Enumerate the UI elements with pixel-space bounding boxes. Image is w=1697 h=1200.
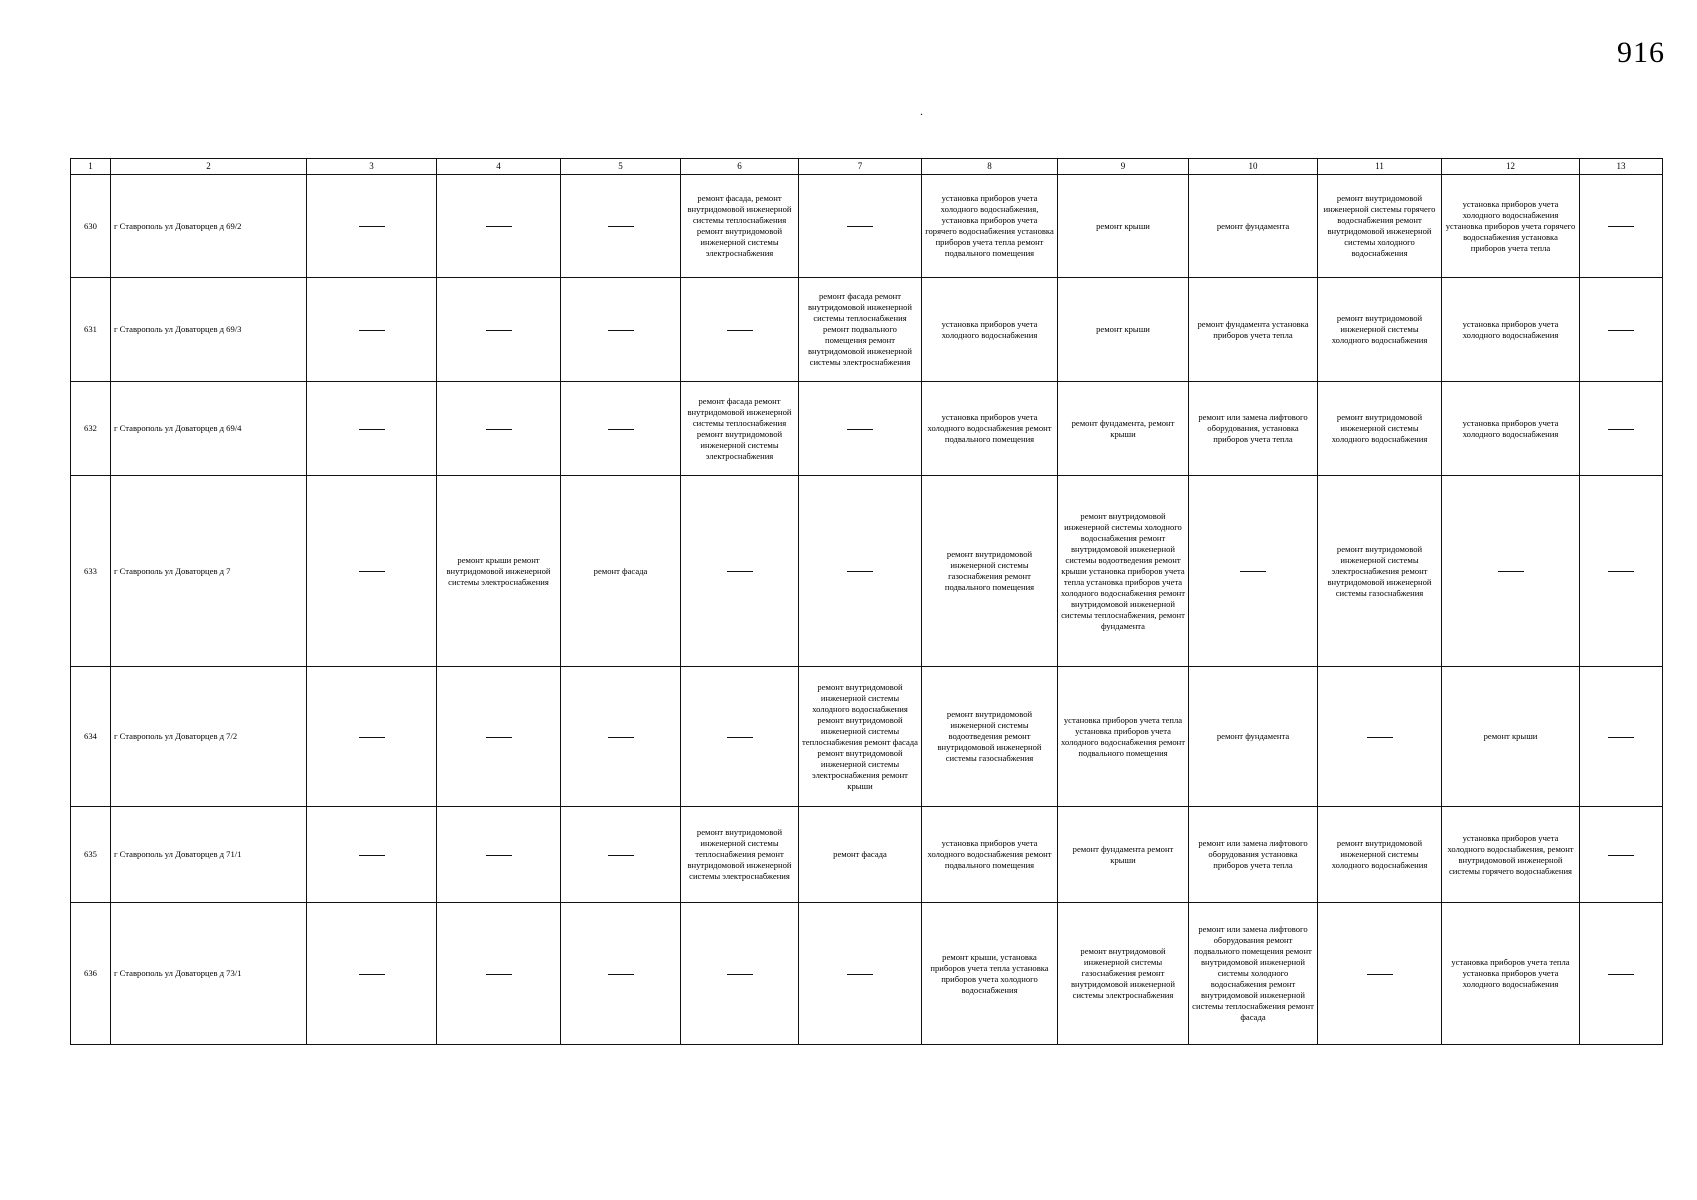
work-cell-c5	[561, 175, 681, 278]
work-cell-c5	[561, 903, 681, 1045]
work-cell-c13	[1580, 278, 1663, 382]
work-cell-c9: ремонт крыши	[1058, 278, 1189, 382]
work-cell-c5	[561, 382, 681, 476]
row-number: 633	[71, 476, 111, 667]
row-number: 634	[71, 667, 111, 807]
work-cell-c11: ремонт внутридомовой инженерной системы горячего водоснабжения ремонт внутридомовой инженерной системы холодного водоснабжения	[1318, 175, 1442, 278]
work-cell-c6	[681, 903, 799, 1045]
table-row	[71, 476, 1663, 667]
work-cell-c11	[1318, 667, 1442, 807]
work-cell-c13	[1580, 382, 1663, 476]
work-cell-c5: ремонт фасада	[561, 476, 681, 667]
empty-dash	[359, 737, 385, 738]
work-cell-c12: ремонт крыши	[1442, 667, 1580, 807]
address-cell: г Ставрополь ул Доваторцев д 69/4	[111, 382, 307, 476]
empty-dash	[1367, 737, 1393, 738]
column-header: 8	[922, 159, 1058, 175]
empty-dash	[359, 974, 385, 975]
work-cell-c8: ремонт внутридомовой инженерной системы газоснабжения ремонт подвального помещения	[922, 476, 1058, 667]
work-cell-c11: ремонт внутридомовой инженерной системы электроснабжения ремонт внутридомовой инженерной системы газоснабжения	[1318, 476, 1442, 667]
work-cell-c10	[1189, 476, 1318, 667]
work-cell-c7	[799, 903, 922, 1045]
work-cell-c3	[307, 278, 437, 382]
work-cell-c4: ремонт крыши ремонт внутридомовой инженерной системы электроснабжения	[437, 476, 561, 667]
empty-dash	[608, 429, 634, 430]
table-row	[71, 278, 1663, 382]
table-row	[71, 903, 1663, 1045]
empty-dash	[486, 974, 512, 975]
column-header: 3	[307, 159, 437, 175]
work-cell-c4	[437, 667, 561, 807]
work-cell-c7	[799, 476, 922, 667]
empty-dash	[486, 429, 512, 430]
work-cell-c9: ремонт внутридомовой инженерной системы газоснабжения ремонт внутридомовой инженерной системы электроснабжения	[1058, 903, 1189, 1045]
empty-dash	[847, 226, 873, 227]
table-row	[71, 175, 1663, 278]
work-cell-c9: ремонт крыши	[1058, 175, 1189, 278]
work-cell-c12	[1442, 476, 1580, 667]
column-header: 13	[1580, 159, 1663, 175]
column-header: 7	[799, 159, 922, 175]
column-header: 11	[1318, 159, 1442, 175]
row-number: 630	[71, 175, 111, 278]
column-header: 10	[1189, 159, 1318, 175]
work-cell-c3	[307, 903, 437, 1045]
work-cell-c6: ремонт фасада, ремонт внутридомовой инженерной системы теплоснабжения ремонт внутридомовой инженерной системы электроснабжения	[681, 175, 799, 278]
work-cell-c3	[307, 382, 437, 476]
column-header: 5	[561, 159, 681, 175]
empty-dash	[1608, 226, 1634, 227]
column-header: 4	[437, 159, 561, 175]
work-cell-c3	[307, 175, 437, 278]
work-cell-c9: ремонт внутридомовой инженерной системы холодного водоснабжения ремонт внутридомовой инженерной системы водоотведения ремонт крыши установка приборов учета тепла установка приборов учета холодного водоснабжения ремонт внутридомовой инженерной системы теплоснабжения, ремонт фундамента	[1058, 476, 1189, 667]
work-cell-c10: ремонт фундамента установка приборов учета тепла	[1189, 278, 1318, 382]
work-cell-c6: ремонт фасада ремонт внутридомовой инженерной системы теплоснабжения ремонт внутридомовой инженерной системы электроснабжения	[681, 382, 799, 476]
work-cell-c7: ремонт внутридомовой инженерной системы холодного водоснабжения ремонт внутридомовой инженерной системы теплоснабжения ремонт фасада ремонт внутридомовой инженерной системы электроснабжения ремонт крыши	[799, 667, 922, 807]
work-cell-c4	[437, 278, 561, 382]
work-cell-c3	[307, 667, 437, 807]
work-cell-c13	[1580, 807, 1663, 903]
empty-dash	[727, 571, 753, 572]
table-row	[71, 382, 1663, 476]
table-row	[71, 667, 1663, 807]
empty-dash	[608, 330, 634, 331]
work-cell-c8: ремонт внутридомовой инженерной системы водоотведения ремонт внутридомовой инженерной системы газоснабжения	[922, 667, 1058, 807]
work-cell-c8: установка приборов учета холодного водоснабжения ремонт подвального помещения	[922, 807, 1058, 903]
empty-dash	[486, 737, 512, 738]
work-cell-c13	[1580, 175, 1663, 278]
column-header: 2	[111, 159, 307, 175]
work-cell-c6	[681, 476, 799, 667]
work-cell-c11: ремонт внутридомовой инженерной системы холодного водоснабжения	[1318, 807, 1442, 903]
empty-dash	[359, 571, 385, 572]
row-number: 635	[71, 807, 111, 903]
work-cell-c8: ремонт крыши, установка приборов учета тепла установка приборов учета холодного водоснабжения	[922, 903, 1058, 1045]
work-cell-c10: ремонт или замена лифтового оборудования установка приборов учета тепла	[1189, 807, 1318, 903]
address-cell: г Ставрополь ул Доваторцев д 7/2	[111, 667, 307, 807]
empty-dash	[727, 974, 753, 975]
work-cell-c5	[561, 807, 681, 903]
work-cell-c13	[1580, 476, 1663, 667]
work-cell-c8: установка приборов учета холодного водоснабжения	[922, 278, 1058, 382]
row-number: 631	[71, 278, 111, 382]
work-cell-c9: ремонт фундамента, ремонт крыши	[1058, 382, 1189, 476]
empty-dash	[1608, 737, 1634, 738]
empty-dash	[847, 974, 873, 975]
empty-dash	[727, 737, 753, 738]
address-cell: г Ставрополь ул Доваторцев д 73/1	[111, 903, 307, 1045]
work-cell-c10: ремонт или замена лифтового оборудования ремонт подвального помещения ремонт внутридомовой инженерной системы холодного водоснабжения ремонт внутридомовой инженерной системы теплоснабжения ремонт фасада	[1189, 903, 1318, 1045]
address-cell: г Ставрополь ул Доваторцев д 69/3	[111, 278, 307, 382]
empty-dash	[608, 974, 634, 975]
work-cell-c12: установка приборов учета холодного водоснабжения	[1442, 278, 1580, 382]
work-cell-c11	[1318, 903, 1442, 1045]
work-cell-c5	[561, 667, 681, 807]
stray-mark: .	[920, 104, 923, 118]
work-cell-c10: ремонт или замена лифтового оборудования, установка приборов учета тепла	[1189, 382, 1318, 476]
column-header: 12	[1442, 159, 1580, 175]
work-cell-c6: ремонт внутридомовой инженерной системы теплоснабжения ремонт внутридомовой инженерной системы электроснабжения	[681, 807, 799, 903]
work-cell-c12: установка приборов учета холодного водоснабжения, ремонт внутридомовой инженерной системы горячего водоснабжения	[1442, 807, 1580, 903]
work-cell-c3	[307, 476, 437, 667]
empty-dash	[608, 737, 634, 738]
empty-dash	[1498, 571, 1524, 572]
work-cell-c12: установка приборов учета тепла установка приборов учета холодного водоснабжения	[1442, 903, 1580, 1045]
empty-dash	[608, 226, 634, 227]
work-cell-c8: установка приборов учета холодного водоснабжения, установка приборов учета горячего водоснабжения установка приборов учета тепла ремонт подвального помещения	[922, 175, 1058, 278]
empty-dash	[359, 429, 385, 430]
page-number: 916	[1617, 36, 1665, 69]
repair-schedule-table	[70, 158, 1663, 1045]
empty-dash	[608, 855, 634, 856]
empty-dash	[1608, 429, 1634, 430]
work-cell-c10: ремонт фундамента	[1189, 667, 1318, 807]
empty-dash	[1608, 330, 1634, 331]
work-cell-c10: ремонт фундамента	[1189, 175, 1318, 278]
empty-dash	[1608, 855, 1634, 856]
work-cell-c12: установка приборов учета холодного водоснабжения	[1442, 382, 1580, 476]
work-cell-c8: установка приборов учета холодного водоснабжения ремонт подвального помещения	[922, 382, 1058, 476]
empty-dash	[1240, 571, 1266, 572]
work-cell-c6	[681, 278, 799, 382]
address-cell: г Ставрополь ул Доваторцев д 7	[111, 476, 307, 667]
work-cell-c4	[437, 807, 561, 903]
empty-dash	[1608, 571, 1634, 572]
work-cell-c13	[1580, 667, 1663, 807]
empty-dash	[486, 226, 512, 227]
empty-dash	[486, 855, 512, 856]
work-cell-c7	[799, 382, 922, 476]
work-cell-c4	[437, 903, 561, 1045]
empty-dash	[359, 855, 385, 856]
empty-dash	[359, 330, 385, 331]
empty-dash	[847, 571, 873, 572]
work-cell-c5	[561, 278, 681, 382]
work-cell-c6	[681, 667, 799, 807]
empty-dash	[847, 429, 873, 430]
row-number: 632	[71, 382, 111, 476]
column-number-row	[71, 159, 1663, 175]
work-cell-c7	[799, 175, 922, 278]
column-header: 9	[1058, 159, 1189, 175]
column-header: 1	[71, 159, 111, 175]
work-cell-c11: ремонт внутридомовой инженерной системы холодного водоснабжения	[1318, 382, 1442, 476]
empty-dash	[1608, 974, 1634, 975]
empty-dash	[727, 330, 753, 331]
address-cell: г Ставрополь ул Доваторцев д 69/2	[111, 175, 307, 278]
work-cell-c11: ремонт внутридомовой инженерной системы холодного водоснабжения	[1318, 278, 1442, 382]
empty-dash	[486, 330, 512, 331]
work-cell-c9: установка приборов учета тепла установка приборов учета холодного водоснабжения ремонт подвального помещения	[1058, 667, 1189, 807]
work-cell-c13	[1580, 903, 1663, 1045]
row-number: 636	[71, 903, 111, 1045]
table-row	[71, 807, 1663, 903]
address-cell: г Ставрополь ул Доваторцев д 71/1	[111, 807, 307, 903]
work-cell-c7: ремонт фасада ремонт внутридомовой инженерной системы теплоснабжения ремонт подвального помещения ремонт внутридомовой инженерной системы электроснабжения	[799, 278, 922, 382]
empty-dash	[1367, 974, 1393, 975]
work-cell-c4	[437, 175, 561, 278]
column-header: 6	[681, 159, 799, 175]
work-cell-c12: установка приборов учета холодного водоснабжения установка приборов учета горячего водоснабжения установка приборов учета тепла	[1442, 175, 1580, 278]
empty-dash	[359, 226, 385, 227]
work-cell-c4	[437, 382, 561, 476]
work-cell-c7: ремонт фасада	[799, 807, 922, 903]
work-cell-c3	[307, 807, 437, 903]
work-cell-c9: ремонт фундамента ремонт крыши	[1058, 807, 1189, 903]
